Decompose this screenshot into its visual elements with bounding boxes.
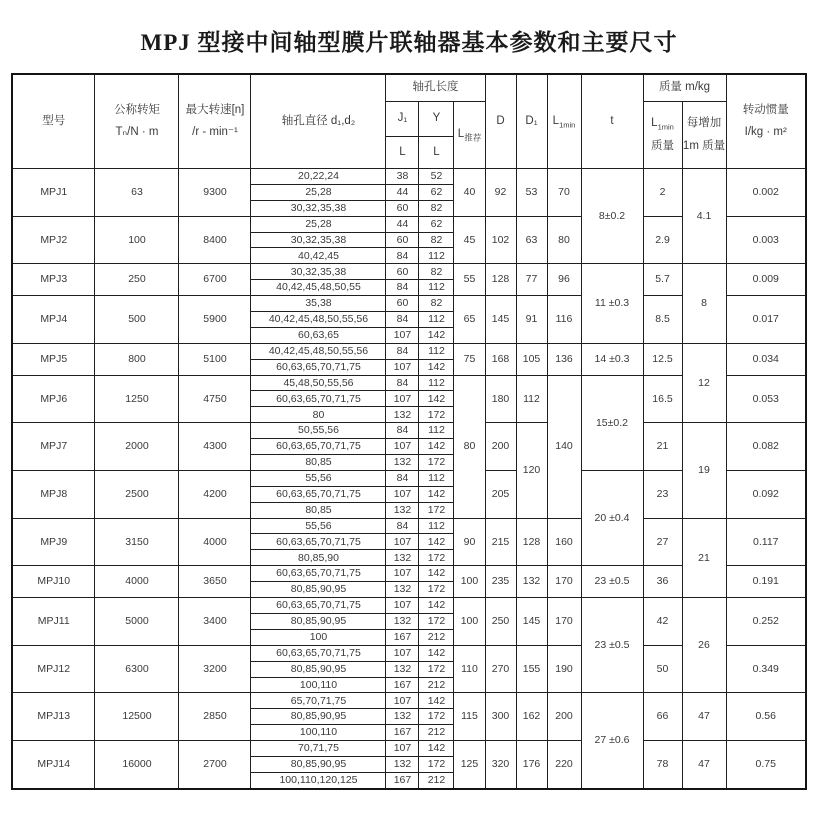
cell-y-length: 112: [419, 248, 454, 264]
cell-y-length: 82: [419, 296, 454, 312]
cell-j1-length: 84: [386, 312, 419, 328]
cell-j1-length: 38: [386, 169, 419, 185]
cell-y-length: 112: [419, 375, 454, 391]
cell-model: MPJ8: [12, 470, 95, 518]
cell-bore-diameters: 60,63,65: [251, 327, 386, 343]
cell-model: MPJ12: [12, 645, 95, 693]
cell-bore-diameters: 45,48,50,55,56: [251, 375, 386, 391]
cell-bore-diameters: 60,63,65,70,71,75: [251, 359, 386, 375]
table-row: [12, 264, 806, 280]
cell-model: MPJ4: [12, 296, 95, 344]
cell-speed: 8400: [179, 216, 251, 264]
table-row: [12, 423, 806, 439]
cell-l1min: 96: [547, 264, 581, 296]
cell-j1-length: 44: [386, 216, 419, 232]
cell-y-length: 82: [419, 232, 454, 248]
cell-bore-diameters: 60,63,65,70,71,75: [251, 566, 386, 582]
cell-y-length: 112: [419, 470, 454, 486]
cell-y-length: 172: [419, 407, 454, 423]
cell-y-length: 142: [419, 693, 454, 709]
cell-j1-length: 132: [386, 661, 419, 677]
col-header-y-l: L: [419, 137, 454, 169]
cell-model: MPJ6: [12, 375, 95, 423]
cell-model: MPJ9: [12, 518, 95, 566]
cell-y-length: 142: [419, 741, 454, 757]
cell-mass: 78: [643, 741, 682, 789]
cell-y-length: 172: [419, 661, 454, 677]
cell-d: 92: [485, 169, 516, 217]
table-row: [12, 343, 806, 359]
cell-y-length: 112: [419, 312, 454, 328]
cell-speed: 3200: [179, 645, 251, 693]
cell-d1: 120: [516, 423, 547, 518]
col-header-j1: J₁: [386, 102, 419, 137]
cell-d1: 145: [516, 598, 547, 646]
cell-bore-diameters: 40,42,45,48,50,55: [251, 280, 386, 296]
cell-torque: 4000: [95, 566, 179, 598]
cell-y-length: 82: [419, 200, 454, 216]
mass-l1min-line2: 质量: [651, 139, 674, 152]
cell-torque: 3150: [95, 518, 179, 566]
cell-speed: 4300: [179, 423, 251, 471]
cell-d1: 77: [516, 264, 547, 296]
cell-j1-length: 60: [386, 296, 419, 312]
cell-model: MPJ7: [12, 423, 95, 471]
coupling-parameters-table: [11, 73, 807, 790]
cell-inertia: 0.191: [726, 566, 806, 598]
cell-y-length: 172: [419, 502, 454, 518]
cell-torque: 12500: [95, 693, 179, 741]
cell-d: 250: [485, 598, 516, 646]
col-header-mass-per-meter: [682, 102, 726, 169]
cell-mass: 66: [643, 693, 682, 741]
speed-label: 最大转速[n]: [185, 103, 245, 116]
cell-d: 270: [485, 645, 516, 693]
cell-bore-diameters: 80,85,90,95: [251, 661, 386, 677]
cell-d: 168: [485, 343, 516, 375]
cell-j1-length: 84: [386, 470, 419, 486]
cell-y-length: 112: [419, 343, 454, 359]
cell-l1min: 160: [547, 518, 581, 566]
cell-bore-diameters: 60,63,65,70,71,75: [251, 439, 386, 455]
cell-inertia: 0.117: [726, 518, 806, 566]
cell-l1min: 116: [547, 296, 581, 344]
cell-d1: 53: [516, 169, 547, 217]
cell-j1-length: 84: [386, 280, 419, 296]
cell-bore-diameters: 100,110,120,125: [251, 772, 386, 788]
cell-torque: 6300: [95, 645, 179, 693]
cell-y-length: 142: [419, 598, 454, 614]
mass-l1min-line1: $L_{1min}$: [651, 117, 674, 132]
cell-model: MPJ1: [12, 169, 95, 217]
cell-bore-diameters: 70,71,75: [251, 741, 386, 757]
cell-l1min: 136: [547, 343, 581, 375]
cell-y-length: 212: [419, 725, 454, 741]
cell-y-length: 212: [419, 629, 454, 645]
page-title: MPJ 型接中间轴型膜片联轴器基本参数和主要尺寸: [140, 30, 678, 55]
cell-speed: 4000: [179, 518, 251, 566]
cell-bore-diameters: 80,85: [251, 502, 386, 518]
cell-bore-diameters: 80,85,90,95: [251, 756, 386, 772]
cell-l_rec: 55: [454, 264, 485, 296]
cell-inc: 47: [682, 693, 726, 741]
cell-inc: 4.1: [682, 169, 726, 264]
cell-j1-length: 84: [386, 343, 419, 359]
cell-inertia: 0.034: [726, 343, 806, 375]
cell-bore-diameters: 35,38: [251, 296, 386, 312]
cell-y-length: 172: [419, 582, 454, 598]
cell-d: 320: [485, 741, 516, 789]
table-row: [12, 598, 806, 614]
cell-bore-diameters: 20,22,24: [251, 169, 386, 185]
cell-j1-length: 167: [386, 772, 419, 788]
cell-j1-length: 132: [386, 709, 419, 725]
cell-j1-length: 107: [386, 359, 419, 375]
cell-bore-diameters: 60,63,65,70,71,75: [251, 534, 386, 550]
cell-j1-length: 84: [386, 248, 419, 264]
cell-y-length: 142: [419, 391, 454, 407]
cell-speed: 4200: [179, 470, 251, 518]
cell-torque: 16000: [95, 741, 179, 789]
table-row: [12, 693, 806, 709]
cell-d: 300: [485, 693, 516, 741]
cell-j1-length: 84: [386, 518, 419, 534]
cell-d1: 63: [516, 216, 547, 264]
cell-mass: 16.5: [643, 375, 682, 423]
cell-l_rec: 115: [454, 693, 485, 741]
l1min-sub: 1min: [559, 120, 576, 130]
cell-y-length: 142: [419, 645, 454, 661]
l-rec-base: L: [457, 128, 465, 141]
cell-mass: 42: [643, 598, 682, 646]
cell-y-length: 62: [419, 184, 454, 200]
cell-j1-length: 167: [386, 725, 419, 741]
col-header-torque: [95, 74, 179, 169]
cell-bore-diameters: 80,85,90: [251, 550, 386, 566]
cell-t: 8±0.2: [581, 169, 643, 264]
cell-inertia: 0.009: [726, 264, 806, 296]
cell-inc: 26: [682, 598, 726, 693]
cell-y-length: 112: [419, 423, 454, 439]
l-rec-sub: 推荐: [464, 132, 482, 143]
cell-l_rec: 100: [454, 598, 485, 646]
col-header-t: t: [581, 74, 643, 169]
cell-bore-diameters: 40,42,45: [251, 248, 386, 264]
cell-t: 23 ±0.5: [581, 598, 643, 693]
cell-j1-length: 44: [386, 184, 419, 200]
cell-model: MPJ11: [12, 598, 95, 646]
cell-bore-diameters: 30,32,35,38: [251, 264, 386, 280]
cell-j1-length: 167: [386, 677, 419, 693]
table-body: [12, 169, 806, 789]
cell-mass: 21: [643, 423, 682, 471]
cell-d: 200: [485, 423, 516, 471]
cell-l_rec: 90: [454, 518, 485, 566]
cell-bore-diameters: 100,110: [251, 677, 386, 693]
cell-y-length: 142: [419, 486, 454, 502]
cell-y-length: 82: [419, 264, 454, 280]
cell-inc: 21: [682, 518, 726, 597]
cell-speed: 3400: [179, 598, 251, 646]
cell-j1-length: 107: [386, 693, 419, 709]
cell-j1-length: 107: [386, 741, 419, 757]
table-header: [12, 74, 806, 169]
cell-y-length: 142: [419, 534, 454, 550]
cell-y-length: 142: [419, 359, 454, 375]
cell-model: MPJ2: [12, 216, 95, 264]
col-header-max-speed: [179, 74, 251, 169]
cell-j1-length: 132: [386, 550, 419, 566]
cell-inertia: 0.252: [726, 598, 806, 646]
cell-l_rec: 45: [454, 216, 485, 264]
cell-d1: 162: [516, 693, 547, 741]
cell-torque: 100: [95, 216, 179, 264]
cell-l1min: 190: [547, 645, 581, 693]
cell-inertia: 0.092: [726, 470, 806, 518]
cell-j1-length: 132: [386, 502, 419, 518]
cell-speed: 5900: [179, 296, 251, 344]
cell-t: 14 ±0.3: [581, 343, 643, 375]
cell-j1-length: 60: [386, 200, 419, 216]
cell-model: MPJ3: [12, 264, 95, 296]
cell-bore-diameters: 25,28: [251, 184, 386, 200]
cell-j1-length: 132: [386, 407, 419, 423]
cell-d: 205: [485, 470, 516, 518]
cell-mass: 8.5: [643, 296, 682, 344]
cell-j1-length: 132: [386, 613, 419, 629]
cell-torque: 5000: [95, 598, 179, 646]
cell-l_rec: 75: [454, 343, 485, 375]
cell-inertia: 0.082: [726, 423, 806, 471]
inertia-unit: I/kg · m²: [744, 126, 787, 138]
speed-unit: /r - min⁻¹: [192, 126, 238, 138]
cell-mass: 2.9: [643, 216, 682, 264]
cell-j1-length: 107: [386, 645, 419, 661]
cell-y-length: 112: [419, 518, 454, 534]
cell-model: MPJ14: [12, 741, 95, 789]
cell-d1: 155: [516, 645, 547, 693]
cell-l1min: 170: [547, 566, 581, 598]
cell-j1-length: 60: [386, 232, 419, 248]
cell-j1-length: 132: [386, 582, 419, 598]
cell-inertia: 0.002: [726, 169, 806, 217]
cell-torque: 500: [95, 296, 179, 344]
cell-y-length: 172: [419, 613, 454, 629]
cell-torque: 2000: [95, 423, 179, 471]
cell-l_rec: 110: [454, 645, 485, 693]
col-header-mass-l1min: [643, 102, 682, 169]
cell-inertia: 0.053: [726, 375, 806, 423]
cell-y-length: 142: [419, 566, 454, 582]
cell-bore-diameters: 60,63,65,70,71,75: [251, 391, 386, 407]
cell-y-length: 142: [419, 439, 454, 455]
col-header-d: D: [485, 74, 516, 169]
cell-speed: 5100: [179, 343, 251, 375]
cell-model: MPJ13: [12, 693, 95, 741]
torque-unit: Tₙ/N · m: [115, 126, 159, 138]
cell-speed: 4750: [179, 375, 251, 423]
col-header-d1: D₁: [516, 74, 547, 169]
cell-torque: 63: [95, 169, 179, 217]
cell-inertia: 0.017: [726, 296, 806, 344]
cell-bore-diameters: 100,110: [251, 725, 386, 741]
col-header-j1-l: L: [386, 137, 419, 169]
cell-l_rec: 125: [454, 741, 485, 789]
cell-mass: 50: [643, 645, 682, 693]
cell-l_rec: 80: [454, 375, 485, 518]
cell-bore-diameters: 25,28: [251, 216, 386, 232]
cell-y-length: 212: [419, 772, 454, 788]
cell-torque: 250: [95, 264, 179, 296]
cell-l_rec: 65: [454, 296, 485, 344]
col-header-model: 型号: [12, 74, 95, 169]
cell-speed: 9300: [179, 169, 251, 217]
cell-bore-diameters: 65,70,71,75: [251, 693, 386, 709]
table-row: [12, 741, 806, 757]
cell-j1-length: 107: [386, 327, 419, 343]
cell-model: MPJ5: [12, 343, 95, 375]
cell-speed: 3650: [179, 566, 251, 598]
cell-l1min: 200: [547, 693, 581, 741]
cell-j1-length: 107: [386, 391, 419, 407]
cell-d: 180: [485, 375, 516, 423]
col-header-y: Y: [419, 102, 454, 137]
table-row: [12, 169, 806, 185]
cell-d: 235: [485, 566, 516, 598]
cell-d: 215: [485, 518, 516, 566]
cell-d1: 176: [516, 741, 547, 789]
cell-bore-diameters: 55,56: [251, 470, 386, 486]
cell-d: 128: [485, 264, 516, 296]
cell-model: MPJ10: [12, 566, 95, 598]
cell-inc: 47: [682, 741, 726, 789]
cell-l_rec: 40: [454, 169, 485, 217]
cell-y-length: 172: [419, 550, 454, 566]
col-header-bore-length-group: 轴孔长度: [386, 74, 485, 102]
cell-y-length: 142: [419, 327, 454, 343]
cell-l1min: 80: [547, 216, 581, 264]
cell-mass: 5.7: [643, 264, 682, 296]
cell-j1-length: 167: [386, 629, 419, 645]
cell-l1min: 170: [547, 598, 581, 646]
cell-y-length: 172: [419, 709, 454, 725]
cell-d1: 112: [516, 375, 547, 423]
cell-bore-diameters: 60,63,65,70,71,75: [251, 486, 386, 502]
cell-bore-diameters: 40,42,45,48,50,55,56: [251, 343, 386, 359]
cell-l1min: 140: [547, 375, 581, 518]
cell-j1-length: 60: [386, 264, 419, 280]
cell-j1-length: 84: [386, 375, 419, 391]
cell-inc: 12: [682, 343, 726, 422]
cell-y-length: 112: [419, 280, 454, 296]
cell-y-length: 212: [419, 677, 454, 693]
cell-bore-diameters: 80,85,90,95: [251, 582, 386, 598]
mass-inc-line1: 每增加: [686, 117, 722, 130]
cell-y-length: 52: [419, 169, 454, 185]
cell-bore-diameters: 30,32,35,38: [251, 200, 386, 216]
cell-speed: 6700: [179, 264, 251, 296]
cell-bore-diameters: 80: [251, 407, 386, 423]
cell-bore-diameters: 40,42,45,48,50,55,56: [251, 312, 386, 328]
cell-t: 23 ±0.5: [581, 566, 643, 598]
cell-d: 145: [485, 296, 516, 344]
cell-torque: 1250: [95, 375, 179, 423]
cell-bore-diameters: 80,85,90,95: [251, 613, 386, 629]
cell-bore-diameters: 30,32,35,38: [251, 232, 386, 248]
cell-t: 11 ±0.3: [581, 264, 643, 343]
cell-t: 15±0.2: [581, 375, 643, 470]
col-header-bore-diameter: 轴孔直径 d₁,d₂: [251, 74, 386, 169]
col-header-l1min: [547, 74, 581, 169]
cell-j1-length: 132: [386, 455, 419, 471]
cell-bore-diameters: 55,56: [251, 518, 386, 534]
cell-d1: 132: [516, 566, 547, 598]
cell-y-length: 172: [419, 455, 454, 471]
table-row: [12, 518, 806, 534]
cell-j1-length: 107: [386, 486, 419, 502]
torque-label: 公称转矩: [113, 103, 160, 116]
cell-j1-length: 107: [386, 598, 419, 614]
cell-bore-diameters: 60,63,65,70,71,75: [251, 645, 386, 661]
cell-bore-diameters: 60,63,65,70,71,75: [251, 598, 386, 614]
mass-inc-line2: 1m 质量: [682, 139, 726, 152]
cell-j1-length: 132: [386, 756, 419, 772]
cell-inertia: 0.349: [726, 645, 806, 693]
l1min-base: L: [552, 114, 560, 127]
cell-d1: 105: [516, 343, 547, 375]
cell-d1: 128: [516, 518, 547, 566]
cell-y-length: 62: [419, 216, 454, 232]
cell-bore-diameters: 100: [251, 629, 386, 645]
cell-j1-length: 107: [386, 534, 419, 550]
cell-torque: 2500: [95, 470, 179, 518]
cell-l_rec: 100: [454, 566, 485, 598]
cell-inc: 19: [682, 423, 726, 518]
cell-d: 102: [485, 216, 516, 264]
cell-j1-length: 107: [386, 439, 419, 455]
cell-mass: 2: [643, 169, 682, 217]
cell-speed: 2850: [179, 693, 251, 741]
cell-inertia: 0.75: [726, 741, 806, 789]
cell-bore-diameters: 80,85,90,95: [251, 709, 386, 725]
col-header-l-recommended: [454, 102, 485, 169]
col-header-mass-group: 质量 m/kg: [643, 74, 726, 102]
cell-j1-length: 107: [386, 566, 419, 582]
cell-bore-diameters: 50,55,56: [251, 423, 386, 439]
cell-d1: 91: [516, 296, 547, 344]
cell-speed: 2700: [179, 741, 251, 789]
cell-inertia: 0.56: [726, 693, 806, 741]
inertia-label: 转动惯量: [742, 103, 789, 116]
cell-bore-diameters: 80,85: [251, 455, 386, 471]
cell-mass: 36: [643, 566, 682, 598]
cell-mass: 27: [643, 518, 682, 566]
cell-inc: 8: [682, 264, 726, 343]
cell-torque: 800: [95, 343, 179, 375]
cell-y-length: 172: [419, 756, 454, 772]
cell-l1min: 220: [547, 741, 581, 789]
cell-l1min: 70: [547, 169, 581, 217]
cell-j1-length: 84: [386, 423, 419, 439]
cell-mass: 23: [643, 470, 682, 518]
cell-inertia: 0.003: [726, 216, 806, 264]
cell-mass: 12.5: [643, 343, 682, 375]
cell-t: 27 ±0.6: [581, 693, 643, 789]
cell-t: 20 ±0.4: [581, 470, 643, 565]
col-header-inertia: [726, 74, 806, 169]
